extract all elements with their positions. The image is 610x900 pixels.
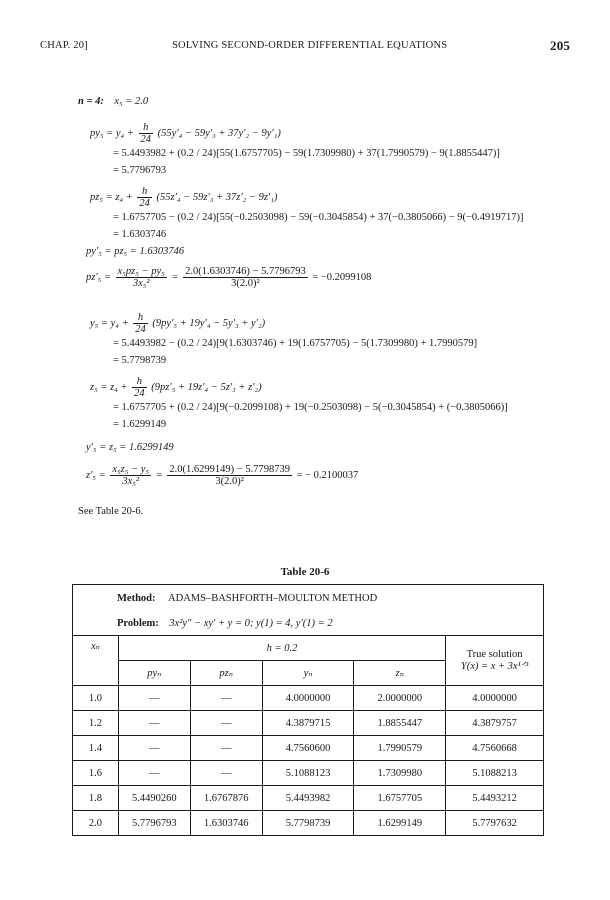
y5prime-equation: y′₅ = z₅ = 1.6299149	[86, 442, 174, 453]
cell-pz: —	[190, 686, 262, 711]
pz5-result: = 1.6303746	[113, 229, 167, 240]
cell-py: —	[118, 686, 190, 711]
cell-true: 5.1088213	[446, 761, 544, 786]
cell-pz: —	[190, 736, 262, 761]
cell-true: 4.3879757	[446, 711, 544, 736]
cell-py: —	[118, 736, 190, 761]
subheader-z: zₙ	[354, 661, 446, 686]
z5-formula	[90, 376, 262, 399]
results-table	[72, 584, 544, 836]
z5-rhs: (9pz′₅ + 19z′₄ − 5z′₃ + z′₂)	[151, 381, 262, 393]
pz5-lhs: pz₅ = z₄ +	[90, 191, 133, 203]
cell-y: 5.7798739	[262, 811, 354, 836]
y5-rhs: (9py′₅ + 19y′₄ − 5y′₃ + y′₂)	[152, 317, 266, 329]
py5-frac-num: h	[139, 122, 154, 134]
x5-value: x₅ = 2.0	[114, 96, 149, 107]
step-heading	[78, 96, 148, 108]
py5-lhs: py₅ = y₄ +	[90, 127, 134, 139]
cell-py: 5.7796793	[118, 811, 190, 836]
y5-frac-num: h	[133, 312, 148, 324]
table-title: Table 20-6	[280, 566, 330, 578]
cell-y: 5.1088123	[262, 761, 354, 786]
pz5prime-f2-den: 3(2.0)²	[231, 278, 260, 289]
pz5prime-result: = −0.2099108	[312, 271, 372, 283]
cell-z: 1.8855447	[354, 711, 446, 736]
pz5-frac	[137, 186, 152, 209]
py5-rhs: (55y′₄ − 59y′₃ + 37y′₂ − 9y′₁)	[157, 127, 281, 139]
y5-formula	[90, 312, 265, 335]
subheader-y: yₙ	[262, 661, 354, 686]
cell-x: 1.0	[73, 686, 119, 711]
z5prime-formula	[86, 464, 358, 487]
z5prime-f2-den: 3(2.0)²	[215, 476, 244, 487]
page-number: 205	[550, 38, 571, 53]
pz5-frac-den: 24	[139, 198, 150, 209]
method-cell	[73, 585, 544, 612]
true-solution-formula: Y(x) = x + 3x¹ᐟ³	[460, 661, 529, 672]
cell-z: 1.7309980	[354, 761, 446, 786]
cell-z: 2.0000000	[354, 686, 446, 711]
cell-pz: —	[190, 711, 262, 736]
z5prime-f1-num: x₅z₅ − y₅	[112, 464, 150, 475]
table-row	[73, 761, 544, 786]
pz5-rhs: (55z′₄ − 59z′₃ + 37z′₂ − 9z′₁)	[156, 191, 278, 203]
cell-true: 4.7560668	[446, 736, 544, 761]
cell-x: 1.6	[73, 761, 119, 786]
cell-pz: —	[190, 761, 262, 786]
col-header-xn: xₙ	[73, 636, 119, 686]
method-value: ADAMS–BASHFORTH–MOULTON METHOD	[168, 592, 378, 604]
py5-substitution: = 5.4493982 + (0.2 / 24)[55(1.6757705) − 59(1.7309980) + 37(1.7990579) − 9(1.8855447)]	[113, 148, 500, 159]
z5prime-result: = − 0.2100037	[296, 469, 359, 481]
cell-z: 1.6299149	[354, 811, 446, 836]
py5-result: = 5.7796793	[113, 165, 167, 176]
true-solution-label: True solution	[466, 649, 523, 660]
cell-x: 1.4	[73, 736, 119, 761]
pz5-frac-num: h	[137, 186, 152, 198]
pz5prime-f1-den: 3x₅²	[132, 278, 150, 289]
pz5-formula	[90, 186, 277, 209]
pz5prime-f2-num: 2.0(1.6303746) − 5.7796793	[185, 266, 306, 277]
running-title: SOLVING SECOND-ORDER DIFFERENTIAL EQUATIONS	[172, 40, 448, 51]
cell-y: 4.7560600	[262, 736, 354, 761]
cell-true: 5.4493212	[446, 786, 544, 811]
pz5prime-eq: =	[171, 271, 179, 283]
col-header-true-solution	[446, 636, 544, 686]
chapter-label: CHAP. 20]	[40, 40, 88, 51]
problem-cell	[73, 611, 544, 636]
n-label: n = 4:	[78, 96, 104, 107]
z5-lhs: z₅ = z₄ +	[90, 381, 128, 393]
py5prime-equation: py′₅ = pz₅ = 1.6303746	[86, 246, 185, 257]
z5-result: = 1.6299149	[113, 419, 167, 430]
z5prime-lhs: z′₅ =	[86, 469, 106, 481]
table-row	[73, 686, 544, 711]
py5-frac	[139, 122, 154, 145]
cell-py: 5.4490260	[118, 786, 190, 811]
header-row	[73, 636, 544, 661]
z5prime-frac1	[110, 464, 151, 487]
z5-frac-den: 24	[134, 388, 145, 399]
z5prime-f1-den: 3x₅²	[122, 476, 140, 487]
y5-frac-den: 24	[135, 324, 146, 335]
cell-x: 2.0	[73, 811, 119, 836]
cell-py: —	[118, 711, 190, 736]
z5prime-eq: =	[155, 469, 163, 481]
table-row	[73, 811, 544, 836]
pz5prime-f1-num: x₅pz₅ − py₅	[117, 266, 165, 277]
problem-value: 3x²y″ − xy′ + y = 0; y(1) = 4, y′(1) = 2	[169, 617, 333, 629]
col-header-h: h = 0.2	[118, 636, 445, 661]
pz5prime-formula	[86, 266, 371, 289]
cell-z: 1.7990579	[354, 736, 446, 761]
cell-y: 4.3879715	[262, 711, 354, 736]
cell-py: —	[118, 761, 190, 786]
problem-label: Problem:	[117, 617, 159, 629]
method-label: Method:	[117, 592, 156, 604]
subheader-py: pyₙ	[118, 661, 190, 686]
y5-frac	[133, 312, 148, 335]
pz5prime-frac1	[116, 266, 167, 289]
table-row	[73, 736, 544, 761]
cell-pz: 1.6767876	[190, 786, 262, 811]
y5-substitution: = 5.4493982 − (0.2 / 24)[9(1.6303746) + 19(1.6757705) − 5(1.7309980) + 1.7990579]	[113, 338, 478, 349]
problem-row	[73, 611, 544, 636]
py5-formula	[90, 122, 281, 145]
z5prime-frac2	[167, 464, 292, 487]
cell-x: 1.8	[73, 786, 119, 811]
subheader-pz: pzₙ	[190, 661, 262, 686]
y5-result: = 5.7798739	[113, 355, 167, 366]
z5-frac-num: h	[132, 376, 147, 388]
py5-frac-den: 24	[140, 134, 152, 145]
cell-y: 4.0000000	[262, 686, 354, 711]
pz5prime-frac2	[183, 266, 308, 289]
cell-true: 4.0000000	[446, 686, 544, 711]
pz5prime-lhs: pz′₅ =	[86, 271, 111, 283]
pz5-substitution: = 1.6757705 − (0.2 / 24)[55(−0.2503098) − 59(−0.3045854) + 37(−0.3805066) − 9(−0.4919717)]	[113, 212, 524, 223]
cell-true: 5.7797632	[446, 811, 544, 836]
z5-frac	[132, 376, 147, 399]
cell-y: 5.4493982	[262, 786, 354, 811]
y5-lhs: y₅ = y₄ +	[90, 317, 129, 329]
table-row	[73, 786, 544, 811]
cell-x: 1.2	[73, 711, 119, 736]
z5-substitution: = 1.6757705 + (0.2 / 24)[9(−0.2099108) + 19(−0.2503098) − 5(−0.3045854) + (−0.3805066)]	[113, 402, 508, 413]
cell-z: 1.6757705	[354, 786, 446, 811]
table-row	[73, 711, 544, 736]
z5prime-f2-num: 2.0(1.6299149) − 5.7798739	[169, 464, 290, 475]
method-row	[73, 585, 544, 612]
cell-pz: 1.6303746	[190, 811, 262, 836]
see-table-note: See Table 20-6.	[78, 506, 144, 517]
